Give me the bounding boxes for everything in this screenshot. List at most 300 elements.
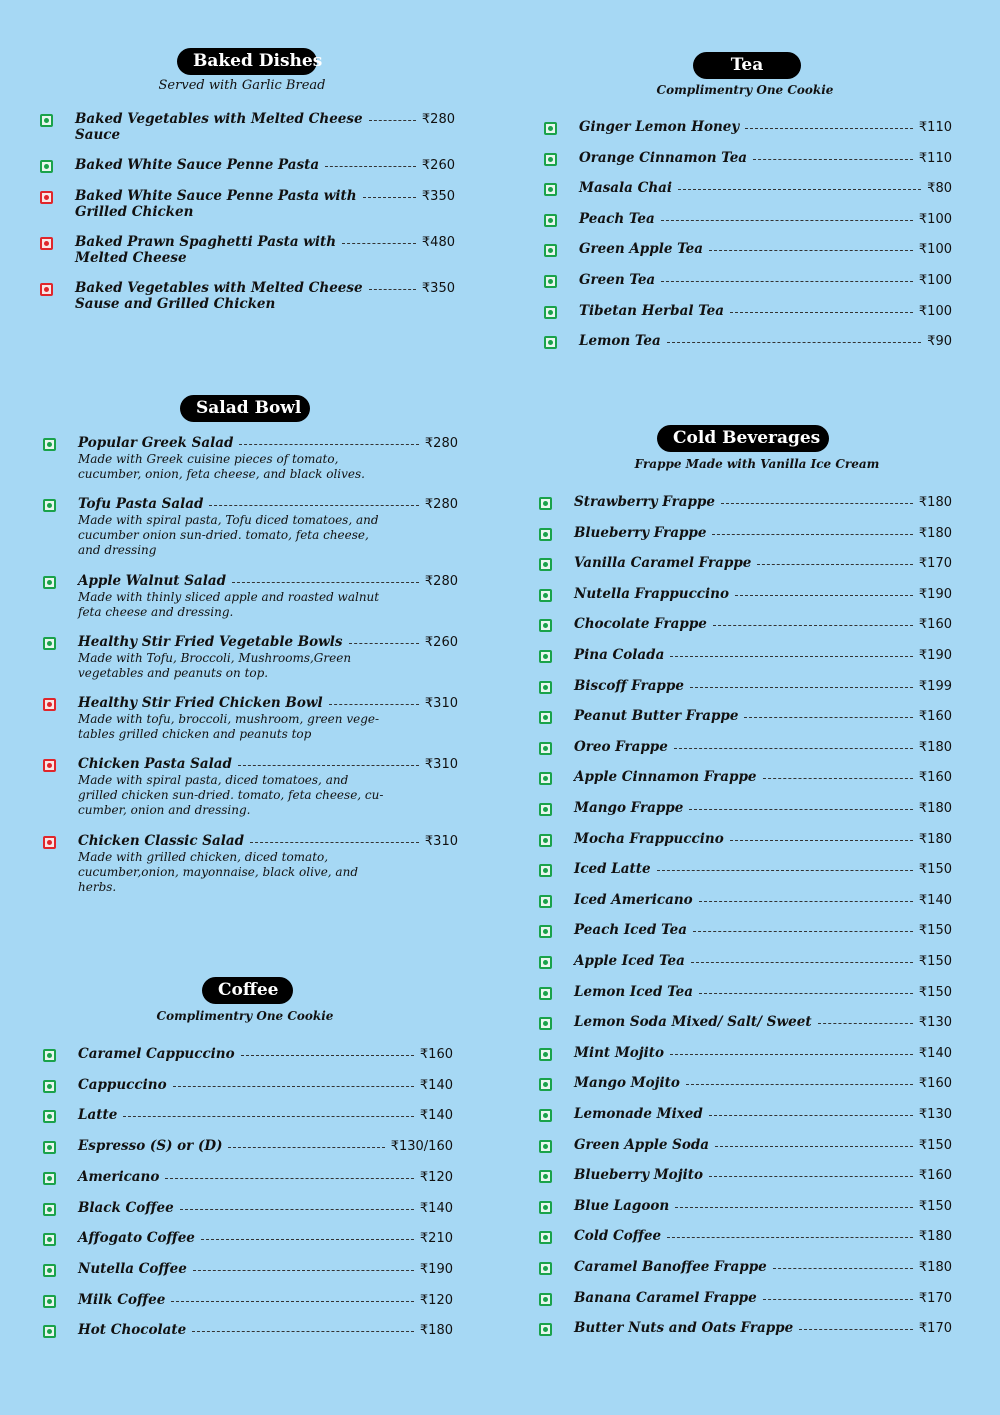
dotted-leader: [757, 556, 913, 565]
menu-item: [40, 158, 455, 174]
menu-item-row: [544, 212, 952, 228]
dotted-leader: [709, 1107, 913, 1116]
baked-dishes-list: [40, 111, 455, 312]
veg-symbol-icon: [539, 803, 552, 816]
item-price: ₹90: [927, 334, 952, 350]
menu-item-row: [539, 740, 952, 756]
veg-symbol-icon: [544, 183, 557, 196]
item-name: Banana Caramel Frappe: [574, 1289, 757, 1306]
item-price: ₹110: [918, 120, 952, 135]
menu-item-row: [43, 497, 458, 513]
item-name: Espresso (S) or (D): [78, 1138, 223, 1155]
item-price: ₹130: [918, 1015, 952, 1031]
veg-symbol-icon: [544, 275, 557, 288]
veg-symbol-icon: [43, 438, 56, 451]
dotted-leader: [232, 574, 419, 583]
item-description: cucumber,onion, mayonnaise, black olive, and: [78, 865, 358, 879]
coffee-list: [43, 1046, 453, 1339]
menu-item-row: [40, 112, 455, 128]
non-veg-symbol-icon: [43, 698, 56, 711]
veg-symbol-icon: [539, 1293, 552, 1306]
menu-item: [539, 801, 952, 817]
veg-symbol-icon: [40, 114, 53, 127]
menu-item-row: [539, 954, 952, 970]
dotted-leader: [799, 1321, 913, 1330]
menu-item-row: [43, 834, 458, 850]
dotted-leader: [349, 635, 419, 644]
menu-item: [544, 273, 952, 289]
non-veg-symbol-icon: [40, 237, 53, 250]
menu-item-row: [539, 526, 952, 542]
item-price: ₹350: [421, 281, 455, 296]
dotted-leader: [369, 112, 416, 121]
non-veg-symbol-icon: [43, 836, 56, 849]
menu-item: [539, 862, 952, 878]
menu-item: [544, 334, 952, 350]
veg-symbol-icon: [43, 1080, 56, 1093]
menu-item: [539, 770, 952, 786]
item-description: Made with spiral pasta, diced tomatoes, and: [78, 773, 349, 787]
menu-item-row: [43, 1262, 453, 1278]
item-price: ₹180: [918, 1260, 952, 1275]
dotted-leader: [363, 189, 416, 198]
tea-list: [544, 119, 952, 350]
tea-subtitle: Complimentry One Cookie: [656, 83, 834, 97]
item-price: ₹180: [918, 525, 952, 541]
item-name: Milk Coffee: [78, 1291, 166, 1308]
menu-item-row: [539, 1199, 952, 1215]
dotted-leader: [674, 740, 913, 749]
item-name: Green Tea: [579, 272, 656, 288]
item-name: Chicken Classic Salad: [78, 833, 245, 849]
dotted-leader: [661, 273, 913, 282]
menu-item-row: [539, 862, 952, 878]
dotted-leader: [709, 242, 913, 251]
item-price: ₹350: [421, 189, 455, 204]
menu-item: [43, 1078, 453, 1094]
menu-item-row: [539, 1321, 952, 1337]
menu-item-row: [40, 158, 455, 174]
veg-symbol-icon: [43, 1141, 56, 1154]
item-price: ₹190: [918, 586, 952, 602]
item-price: ₹160: [419, 1047, 453, 1062]
menu-item-row: [539, 770, 952, 786]
tea-title: Tea: [693, 52, 801, 79]
dotted-leader: [735, 587, 913, 596]
menu-item-row: [40, 235, 455, 251]
menu-item: [539, 1291, 952, 1307]
veg-symbol-icon: [539, 956, 552, 969]
menu-item: [539, 832, 952, 848]
menu-item: [539, 709, 952, 725]
dotted-leader: [193, 1262, 414, 1271]
menu-item-row: [539, 587, 952, 603]
veg-symbol-icon: [544, 306, 557, 319]
item-price: ₹150: [918, 1137, 952, 1153]
item-price: ₹180: [419, 1323, 453, 1339]
menu-item-row: [539, 495, 952, 511]
veg-symbol-icon: [43, 1203, 56, 1216]
dotted-leader: [678, 181, 921, 190]
dotted-leader: [690, 679, 913, 688]
menu-item-row: [539, 985, 952, 1001]
veg-symbol-icon: [43, 1295, 56, 1308]
veg-symbol-icon: [539, 1262, 552, 1275]
dotted-leader: [753, 151, 913, 160]
menu-item-row: [43, 1108, 453, 1124]
menu-item: [539, 1138, 952, 1154]
item-name: Latte: [78, 1107, 118, 1124]
menu-item-row: [539, 1015, 952, 1031]
non-veg-symbol-icon: [40, 191, 53, 204]
item-name: Popular Greek Salad: [78, 435, 234, 451]
veg-symbol-icon: [539, 1109, 552, 1122]
dotted-leader: [709, 1168, 913, 1177]
dotted-leader: [369, 281, 416, 290]
dotted-leader: [693, 923, 913, 932]
veg-symbol-icon: [539, 1048, 552, 1061]
menu-item: [43, 696, 458, 742]
menu-item-row: [43, 1323, 453, 1339]
menu-item: [539, 617, 952, 633]
dotted-leader: [715, 1138, 913, 1147]
item-price: ₹190: [918, 648, 952, 663]
item-name: Mango Mojito: [574, 1075, 680, 1092]
item-name: Apple Cinnamon Frappe: [574, 769, 757, 786]
item-name: Caramel Banoffee Frappe: [574, 1259, 767, 1275]
item-name: Caramel Cappuccino: [78, 1046, 235, 1062]
item-name-continued: Melted Cheese: [75, 250, 187, 266]
item-price: ₹180: [918, 1229, 952, 1245]
menu-item: [43, 834, 458, 895]
menu-item-row: [43, 1047, 453, 1063]
menu-item: [539, 893, 952, 909]
item-price: ₹170: [918, 556, 952, 572]
dotted-leader: [238, 757, 419, 766]
item-description: and dressing: [78, 543, 157, 557]
dotted-leader: [192, 1323, 414, 1332]
dotted-leader: [773, 1260, 913, 1269]
item-description: Made with Greek cuisine pieces of tomato,: [78, 452, 339, 466]
dotted-leader: [712, 526, 912, 535]
menu-item: [40, 112, 455, 143]
dotted-leader: [250, 834, 419, 843]
menu-item-row: [539, 1260, 952, 1276]
menu-item: [43, 1170, 453, 1186]
menu-item-row: [43, 757, 458, 773]
item-name: Pina Colada: [574, 647, 665, 663]
menu-item: [43, 1323, 453, 1339]
item-price: ₹170: [918, 1321, 952, 1337]
item-price: ₹280: [424, 497, 458, 512]
item-price: ₹180: [918, 831, 952, 847]
cold-beverages-list: [539, 494, 952, 1337]
menu-item: [539, 556, 952, 572]
menu-item: [43, 1231, 453, 1247]
veg-symbol-icon: [539, 864, 552, 877]
dotted-leader: [699, 893, 913, 902]
item-price: ₹180: [918, 495, 952, 510]
item-description: cucumber onion sun-dried. tomato, feta cheese,: [78, 528, 369, 542]
veg-symbol-icon: [539, 558, 552, 571]
item-price: ₹120: [419, 1292, 453, 1308]
item-name: Baked Vegetables with Melted Cheese: [75, 280, 363, 296]
menu-item-row: [43, 1139, 453, 1155]
menu-item-row: [539, 1291, 952, 1307]
veg-symbol-icon: [539, 772, 552, 785]
menu-item: [539, 1229, 952, 1245]
menu-item: [43, 436, 458, 482]
veg-symbol-icon: [539, 1078, 552, 1091]
item-name: Hot Chocolate: [78, 1322, 187, 1339]
cold-beverages-subtitle: Frappe Made with Vanilla Ice Cream: [634, 457, 880, 471]
veg-symbol-icon: [544, 214, 557, 227]
item-name: Vanilla Caramel Frappe: [574, 555, 752, 572]
menu-item: [539, 1107, 952, 1123]
menu-item: [539, 1046, 952, 1062]
veg-symbol-icon: [539, 925, 552, 938]
item-description: tables grilled chicken and peanuts top: [78, 727, 312, 741]
dotted-leader: [713, 617, 913, 626]
veg-symbol-icon: [539, 1170, 552, 1183]
item-name-continued: Sauce: [75, 127, 121, 143]
dotted-leader: [667, 1229, 913, 1238]
item-name: Oreo Frappe: [574, 738, 668, 755]
baked-dishes-title: Baked Dishes: [177, 48, 317, 75]
menu-item: [43, 1262, 453, 1278]
veg-symbol-icon: [539, 742, 552, 755]
item-description: herbs.: [78, 880, 117, 894]
menu-item: [539, 1321, 952, 1337]
menu-item: [539, 1015, 952, 1031]
menu-item: [43, 497, 458, 558]
menu-item-row: [539, 801, 952, 817]
item-price: ₹140: [918, 892, 952, 908]
veg-symbol-icon: [43, 1172, 56, 1185]
dotted-leader: [730, 832, 913, 841]
item-name: Ginger Lemon Honey: [579, 119, 740, 135]
menu-item: [539, 1260, 952, 1276]
menu-item-row: [43, 1293, 453, 1309]
item-description: Made with thinly sliced apple and roasted walnut: [78, 590, 380, 604]
menu-item-row: [544, 151, 952, 167]
veg-symbol-icon: [40, 160, 53, 173]
dotted-leader: [661, 212, 913, 221]
item-name: Blue Lagoon: [574, 1197, 670, 1214]
item-price: ₹100: [918, 242, 952, 258]
item-name: Lemon Soda Mixed/ Salt/ Sweet: [574, 1014, 812, 1031]
item-name: Peach Tea: [579, 210, 655, 227]
item-name: Affogato Coffee: [78, 1230, 195, 1247]
menu-item-row: [539, 832, 952, 848]
dotted-leader: [239, 436, 418, 445]
dotted-leader: [721, 495, 913, 504]
dotted-leader: [670, 648, 913, 657]
menu-item-row: [43, 1170, 453, 1186]
dotted-leader: [180, 1201, 414, 1210]
menu-item-row: [539, 893, 952, 909]
menu-item: [539, 1168, 952, 1184]
item-price: ₹160: [918, 770, 952, 786]
item-price: ₹180: [918, 801, 952, 816]
item-price: ₹150: [918, 984, 952, 1000]
item-price: ₹160: [918, 709, 952, 725]
dotted-leader: [763, 770, 913, 779]
coffee-title: Coffee: [202, 977, 293, 1004]
menu-item-row: [544, 181, 952, 197]
menu-item-row: [544, 273, 952, 289]
item-price: ₹150: [918, 1198, 952, 1214]
item-name: Nutella Frappuccino: [574, 585, 729, 602]
item-name: Healthy Stir Fried Chicken Bowl: [78, 695, 323, 711]
menu-item-row: [544, 120, 952, 136]
veg-symbol-icon: [43, 576, 56, 589]
menu-item-row: [539, 1107, 952, 1123]
veg-symbol-icon: [539, 895, 552, 908]
item-name: Chocolate Frappe: [574, 616, 707, 633]
menu-item: [539, 954, 952, 970]
item-name: Biscoff Frappe: [574, 677, 684, 694]
menu-item-row: [539, 1229, 952, 1245]
item-name-continued: Grilled Chicken: [75, 204, 194, 220]
veg-symbol-icon: [43, 1110, 56, 1123]
salad-bowl-list: [43, 435, 458, 894]
dotted-leader: [691, 954, 913, 963]
dotted-leader: [209, 497, 418, 506]
menu-item: [539, 679, 952, 695]
dotted-leader: [123, 1108, 414, 1117]
salad-bowl-title: Salad Bowl: [180, 395, 310, 422]
menu-item: [40, 189, 455, 220]
menu-item: [539, 985, 952, 1001]
menu-item-row: [539, 679, 952, 695]
item-price: ₹280: [424, 574, 458, 589]
menu-item-row: [539, 709, 952, 725]
dotted-leader: [745, 120, 913, 129]
menu-item: [544, 212, 952, 228]
item-name: Healthy Stir Fried Vegetable Bowls: [78, 634, 343, 650]
menu-item: [544, 242, 952, 258]
veg-symbol-icon: [539, 1140, 552, 1153]
non-veg-symbol-icon: [40, 283, 53, 296]
dotted-leader: [165, 1170, 414, 1179]
item-name: Blueberry Frappe: [574, 524, 707, 541]
item-name: Apple Walnut Salad: [78, 573, 227, 589]
item-description: feta cheese and dressing.: [78, 605, 234, 619]
item-price: ₹160: [918, 1076, 952, 1092]
item-price: ₹480: [421, 235, 455, 250]
item-name: Blueberry Mojito: [574, 1167, 703, 1184]
menu-item-row: [539, 617, 952, 633]
veg-symbol-icon: [539, 1017, 552, 1030]
item-price: ₹120: [419, 1169, 453, 1185]
item-name: Lemon Tea: [579, 333, 661, 350]
item-name: Lemon Iced Tea: [574, 983, 693, 1000]
item-name: Nutella Coffee: [78, 1260, 187, 1277]
menu-item: [43, 1201, 453, 1217]
dotted-leader: [241, 1047, 414, 1056]
menu-item: [539, 495, 952, 511]
menu-item: [539, 587, 952, 603]
item-name: Apple Iced Tea: [574, 953, 685, 969]
veg-symbol-icon: [544, 153, 557, 166]
item-name-continued: Sause and Grilled Chicken: [75, 296, 276, 312]
menu-item: [43, 635, 458, 681]
menu-item-row: [544, 304, 952, 320]
item-price: ₹100: [918, 211, 952, 227]
menu-item-row: [539, 556, 952, 572]
menu-item: [544, 304, 952, 320]
menu-item: [43, 757, 458, 818]
menu-item-row: [539, 1046, 952, 1062]
menu-item-row: [539, 923, 952, 939]
menu-item: [43, 1139, 453, 1155]
dotted-leader: [818, 1015, 913, 1024]
menu-item: [43, 1108, 453, 1124]
menu-item-row: [43, 696, 458, 712]
item-name: Green Apple Soda: [574, 1136, 710, 1153]
item-price: ₹80: [927, 181, 952, 197]
item-name: Lemonade Mixed: [574, 1106, 703, 1122]
veg-symbol-icon: [544, 336, 557, 349]
item-description: Made with tofu, broccoli, mushroom, green vege-: [78, 712, 380, 726]
item-name: Butter Nuts and Oats Frappe: [574, 1320, 794, 1337]
menu-item-row: [40, 189, 455, 205]
veg-symbol-icon: [539, 1231, 552, 1244]
dotted-leader: [670, 1046, 913, 1055]
dotted-leader: [171, 1293, 414, 1302]
dotted-leader: [730, 304, 913, 313]
menu-item-row: [43, 436, 458, 452]
item-price: ₹260: [421, 158, 455, 173]
item-price: ₹180: [918, 739, 952, 755]
item-name: Peanut Butter Frappe: [574, 708, 739, 725]
veg-symbol-icon: [43, 499, 56, 512]
dotted-leader: [201, 1231, 414, 1240]
veg-symbol-icon: [43, 1325, 56, 1338]
veg-symbol-icon: [43, 1264, 56, 1277]
item-name: Strawberry Frappe: [574, 494, 715, 510]
dotted-leader: [675, 1199, 913, 1208]
item-price: ₹260: [424, 635, 458, 650]
item-price: ₹199: [918, 678, 952, 694]
item-name: Baked White Sauce Penne Pasta with: [75, 188, 357, 204]
item-price: ₹150: [918, 923, 952, 939]
dotted-leader: [342, 235, 416, 244]
menu-item: [539, 648, 952, 664]
veg-symbol-icon: [539, 619, 552, 632]
menu-item-row: [539, 1138, 952, 1154]
dotted-leader: [228, 1139, 384, 1148]
item-price: ₹150: [918, 862, 952, 878]
dotted-leader: [744, 709, 912, 718]
menu-item: [544, 151, 952, 167]
item-name: Mango Frappe: [574, 800, 684, 816]
veg-symbol-icon: [43, 637, 56, 650]
item-description: vegetables and peanuts on top.: [78, 666, 269, 680]
item-price: ₹140: [419, 1200, 453, 1216]
item-price: ₹140: [419, 1108, 453, 1124]
item-name: Cappuccino: [78, 1076, 167, 1093]
menu-item-row: [43, 1078, 453, 1094]
item-price: ₹130: [918, 1107, 952, 1122]
menu-item-row: [544, 334, 952, 350]
item-price: ₹280: [421, 112, 455, 127]
item-name: Iced Americano: [574, 891, 693, 908]
item-name: Chicken Pasta Salad: [78, 756, 232, 772]
item-name: Mint Mojito: [574, 1044, 665, 1061]
menu-item-row: [43, 1231, 453, 1247]
